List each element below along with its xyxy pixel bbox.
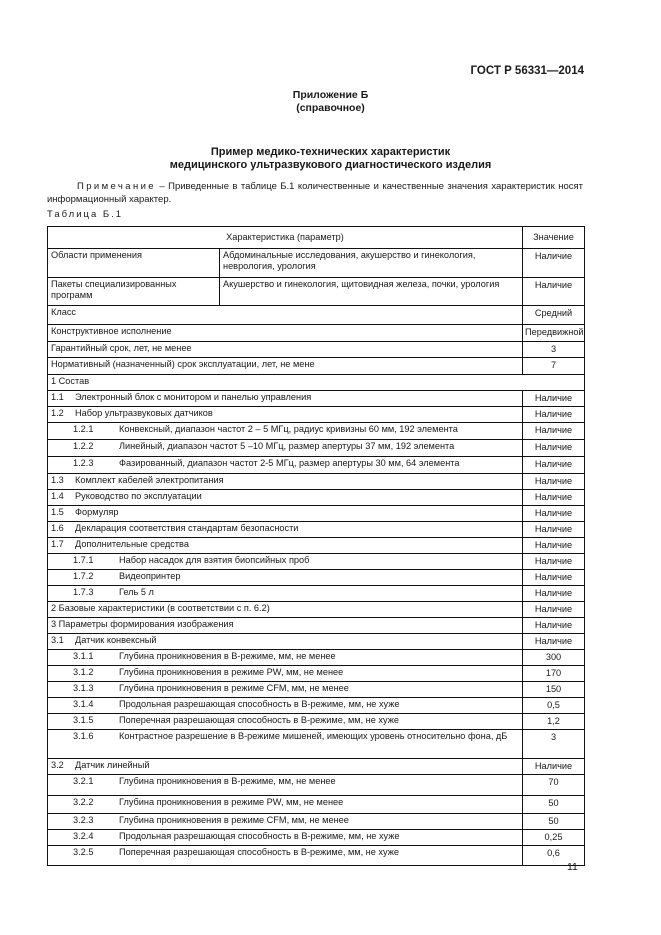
row-label: Области применения [48,249,220,278]
row-number: 3.1.2 [73,667,94,677]
row-number: 1.7.1 [73,555,94,565]
row-number: 1.7.2 [73,571,94,581]
row-value: 1,2 [523,714,585,730]
table-header-row [48,227,585,249]
row-number: 1.5 [51,507,64,517]
row-number: 3.2.4 [73,831,94,841]
row-value: Наличие [523,554,585,570]
row-number: 1.2.2 [73,441,94,451]
row-label: Контрастное разрешение в В-режиме мишеней, имеющих уровень относительно фона, дБ [119,731,508,741]
row-label: Линейный, диапазон частот 5 –10 МГц, размер апертуры 37 мм, 192 элемента [119,441,455,451]
row-label: Набор ультразвуковых датчиков [75,408,213,418]
row-label: Конвексный, диапазон частот 2 – 5 МГц, радиус кривизны 60 мм, 192 элемента [119,424,458,434]
row-number: 1.7 [51,539,64,549]
row-number: 3.1.5 [73,715,94,725]
row-value: Передвижной [523,325,585,342]
table-row [48,846,585,866]
table-row [48,423,585,440]
table-row [48,522,585,538]
row-value: Наличие [523,440,585,457]
row-value: 170 [523,666,585,682]
row-value: Наличие [523,538,585,554]
page-number: 11 [567,861,578,873]
row-number: 3.1.6 [73,731,94,741]
row-number: 1.4 [51,491,64,501]
row-value: 0,5 [523,698,585,714]
row-number: 3.1.3 [73,683,94,693]
section-title-line-2: медицинского ультразвукового диагностического изделия [169,159,492,171]
row-label: Фазированный, диапазон частот 2-5 МГц, размер апертуры 30 мм, 64 элемента [119,458,460,468]
row-value: 50 [523,796,585,814]
appendix-subtitle: (справочное) [296,102,365,114]
row-value: Наличие [523,391,585,407]
row-value: 0,6 [523,846,585,866]
row-label: 1 Состав [48,375,585,391]
row-value: 70 [523,775,585,796]
row-number: 1.7.3 [73,587,94,597]
row-value: Наличие [523,278,585,306]
table-row [48,506,585,522]
row-number: 3.1 [51,635,64,645]
row-value: Наличие [523,522,585,538]
table-row-section [48,375,585,391]
row-number: 1.2 [51,408,64,418]
standard-number: ГОСТ Р 56331—2014 [470,65,584,77]
row-label: Поперечная разрешающая способность в В-режиме, мм, не хуже [119,847,399,857]
row-label: Пакеты специализированных программ [48,278,220,306]
table-row [48,474,585,490]
row-detail: Абдоминальные исследования, акушерство и гинекология, неврология, урология [220,249,523,278]
row-label: Гель 5 л [119,587,154,597]
table-row [48,358,585,375]
row-label: Руководство по эксплуатации [75,491,202,501]
row-number: 3.2.5 [73,847,94,857]
table-row [48,759,585,775]
row-label: Видеопринтер [119,571,181,581]
appendix-title: Приложение Б [292,89,369,101]
row-value: Наличие [523,457,585,474]
row-number: 1.2.3 [73,458,94,468]
table-row [48,650,585,666]
table-row [48,830,585,846]
row-value: Наличие [523,570,585,586]
row-value: Наличие [523,759,585,775]
table-row [48,457,585,474]
row-label: Гарантийный срок, лет, не менее [48,342,523,358]
row-label: Глубина проникновения в режиме PW, мм, не менее [119,667,344,677]
row-value: Наличие [523,423,585,440]
row-number: 3.2.2 [73,797,94,807]
row-detail: Акушерство и гинекология, щитовидная железа, почки, урология [220,278,523,306]
row-label: Конструктивное исполнение [48,325,523,342]
table-row [48,698,585,714]
row-label: Комплект кабелей электропитания [75,475,224,485]
table-row [48,682,585,698]
specs-table [47,226,585,866]
row-number: 1.1 [51,392,64,402]
table-row [48,249,585,278]
row-label: 2 Базовые характеристики (в соответствии с п. 6.2) [48,602,523,618]
table-row [48,730,585,759]
table-row [48,796,585,814]
row-value: Наличие [523,586,585,602]
section-title-line-1: Пример медико-технических характеристик [210,146,451,158]
table-row [48,306,585,325]
row-value: Наличие [523,506,585,522]
table-row [48,586,585,602]
row-number: 3.1.1 [73,651,94,661]
row-label: Нормативный (назначенный) срок эксплуатации, лет, не мене [48,358,523,375]
table-row [48,538,585,554]
note-paragraph [47,180,583,206]
table-row [48,278,585,306]
row-label: Глубина проникновения в режиме CFM, мм, не менее [119,815,349,825]
table-row [48,440,585,457]
row-value: 50 [523,814,585,830]
row-value: 3 [523,730,585,759]
row-number: 1.3 [51,475,64,485]
table-row [48,814,585,830]
row-number: 3.2.1 [73,776,94,786]
row-value: 150 [523,682,585,698]
row-value: 300 [523,650,585,666]
row-value: Наличие [523,602,585,618]
row-label: Поперечная разрешающая способность в В-режиме, мм, не хуже [119,715,399,725]
row-value: Наличие [523,407,585,423]
table-row [48,554,585,570]
row-value: Наличие [523,490,585,506]
table-row [48,634,585,650]
row-label: Датчик конвексный [75,635,157,645]
row-label: Продольная разрешающая способность в В-режиме, мм, не хуже [119,831,400,841]
row-label: Формуляр [75,507,119,517]
row-value: Наличие [523,634,585,650]
row-label: Продольная разрешающая способность в В-режиме, мм, не хуже [119,699,400,709]
row-label: Глубина проникновения в В-режиме, мм, не менее [119,651,336,661]
row-number: 3.2.3 [73,815,94,825]
row-label: Дополнительные средства [75,539,189,549]
row-value: Наличие [523,618,585,634]
table-row [48,666,585,682]
table-row [48,602,585,618]
row-number: 3.2 [51,760,64,770]
row-number: 1.6 [51,523,64,533]
table-row [48,570,585,586]
row-label: Глубина проникновения в режиме PW, мм, не менее [119,797,344,807]
row-label: Класс [48,306,523,325]
row-number: 1.2.1 [73,424,94,434]
row-label: Декларация соответствия стандартам безопасности [75,523,299,533]
table-row [48,407,585,423]
row-label: Глубина проникновения в режиме CFM, мм, не менее [119,683,349,693]
table-row [48,325,585,342]
row-value: 7 [523,358,585,375]
table-row [48,618,585,634]
row-label: Электронный блок с монитором и панелью управления [75,392,312,402]
appendix-heading [0,89,661,115]
row-label: Датчик линейный [75,760,150,770]
header-param: Характеристика (параметр) [48,227,523,249]
row-number: 3.1.4 [73,699,94,709]
row-label: 3 Параметры формирования изображения [48,618,523,634]
note-text: – Приведенные в таблице Б.1 количественные и качественные значения характеристик носят информационный характер. [47,181,583,205]
table-row [48,490,585,506]
table-row [48,714,585,730]
row-value: 3 [523,342,585,358]
row-label: Глубина проникновения в В-режиме, мм, не менее [119,776,336,786]
row-value: Средний [523,306,585,325]
row-value: Наличие [523,474,585,490]
row-value: 0,25 [523,830,585,846]
table-row [48,391,585,407]
header-value: Значение [523,227,585,249]
table-caption: Таблица Б.1 [47,209,124,220]
table-row [48,342,585,358]
section-title [0,146,661,172]
row-value: Наличие [523,249,585,278]
note-lead: Примечание [77,181,156,192]
row-label: Набор насадок для взятия биопсийных проб [119,555,310,565]
table-row [48,775,585,796]
